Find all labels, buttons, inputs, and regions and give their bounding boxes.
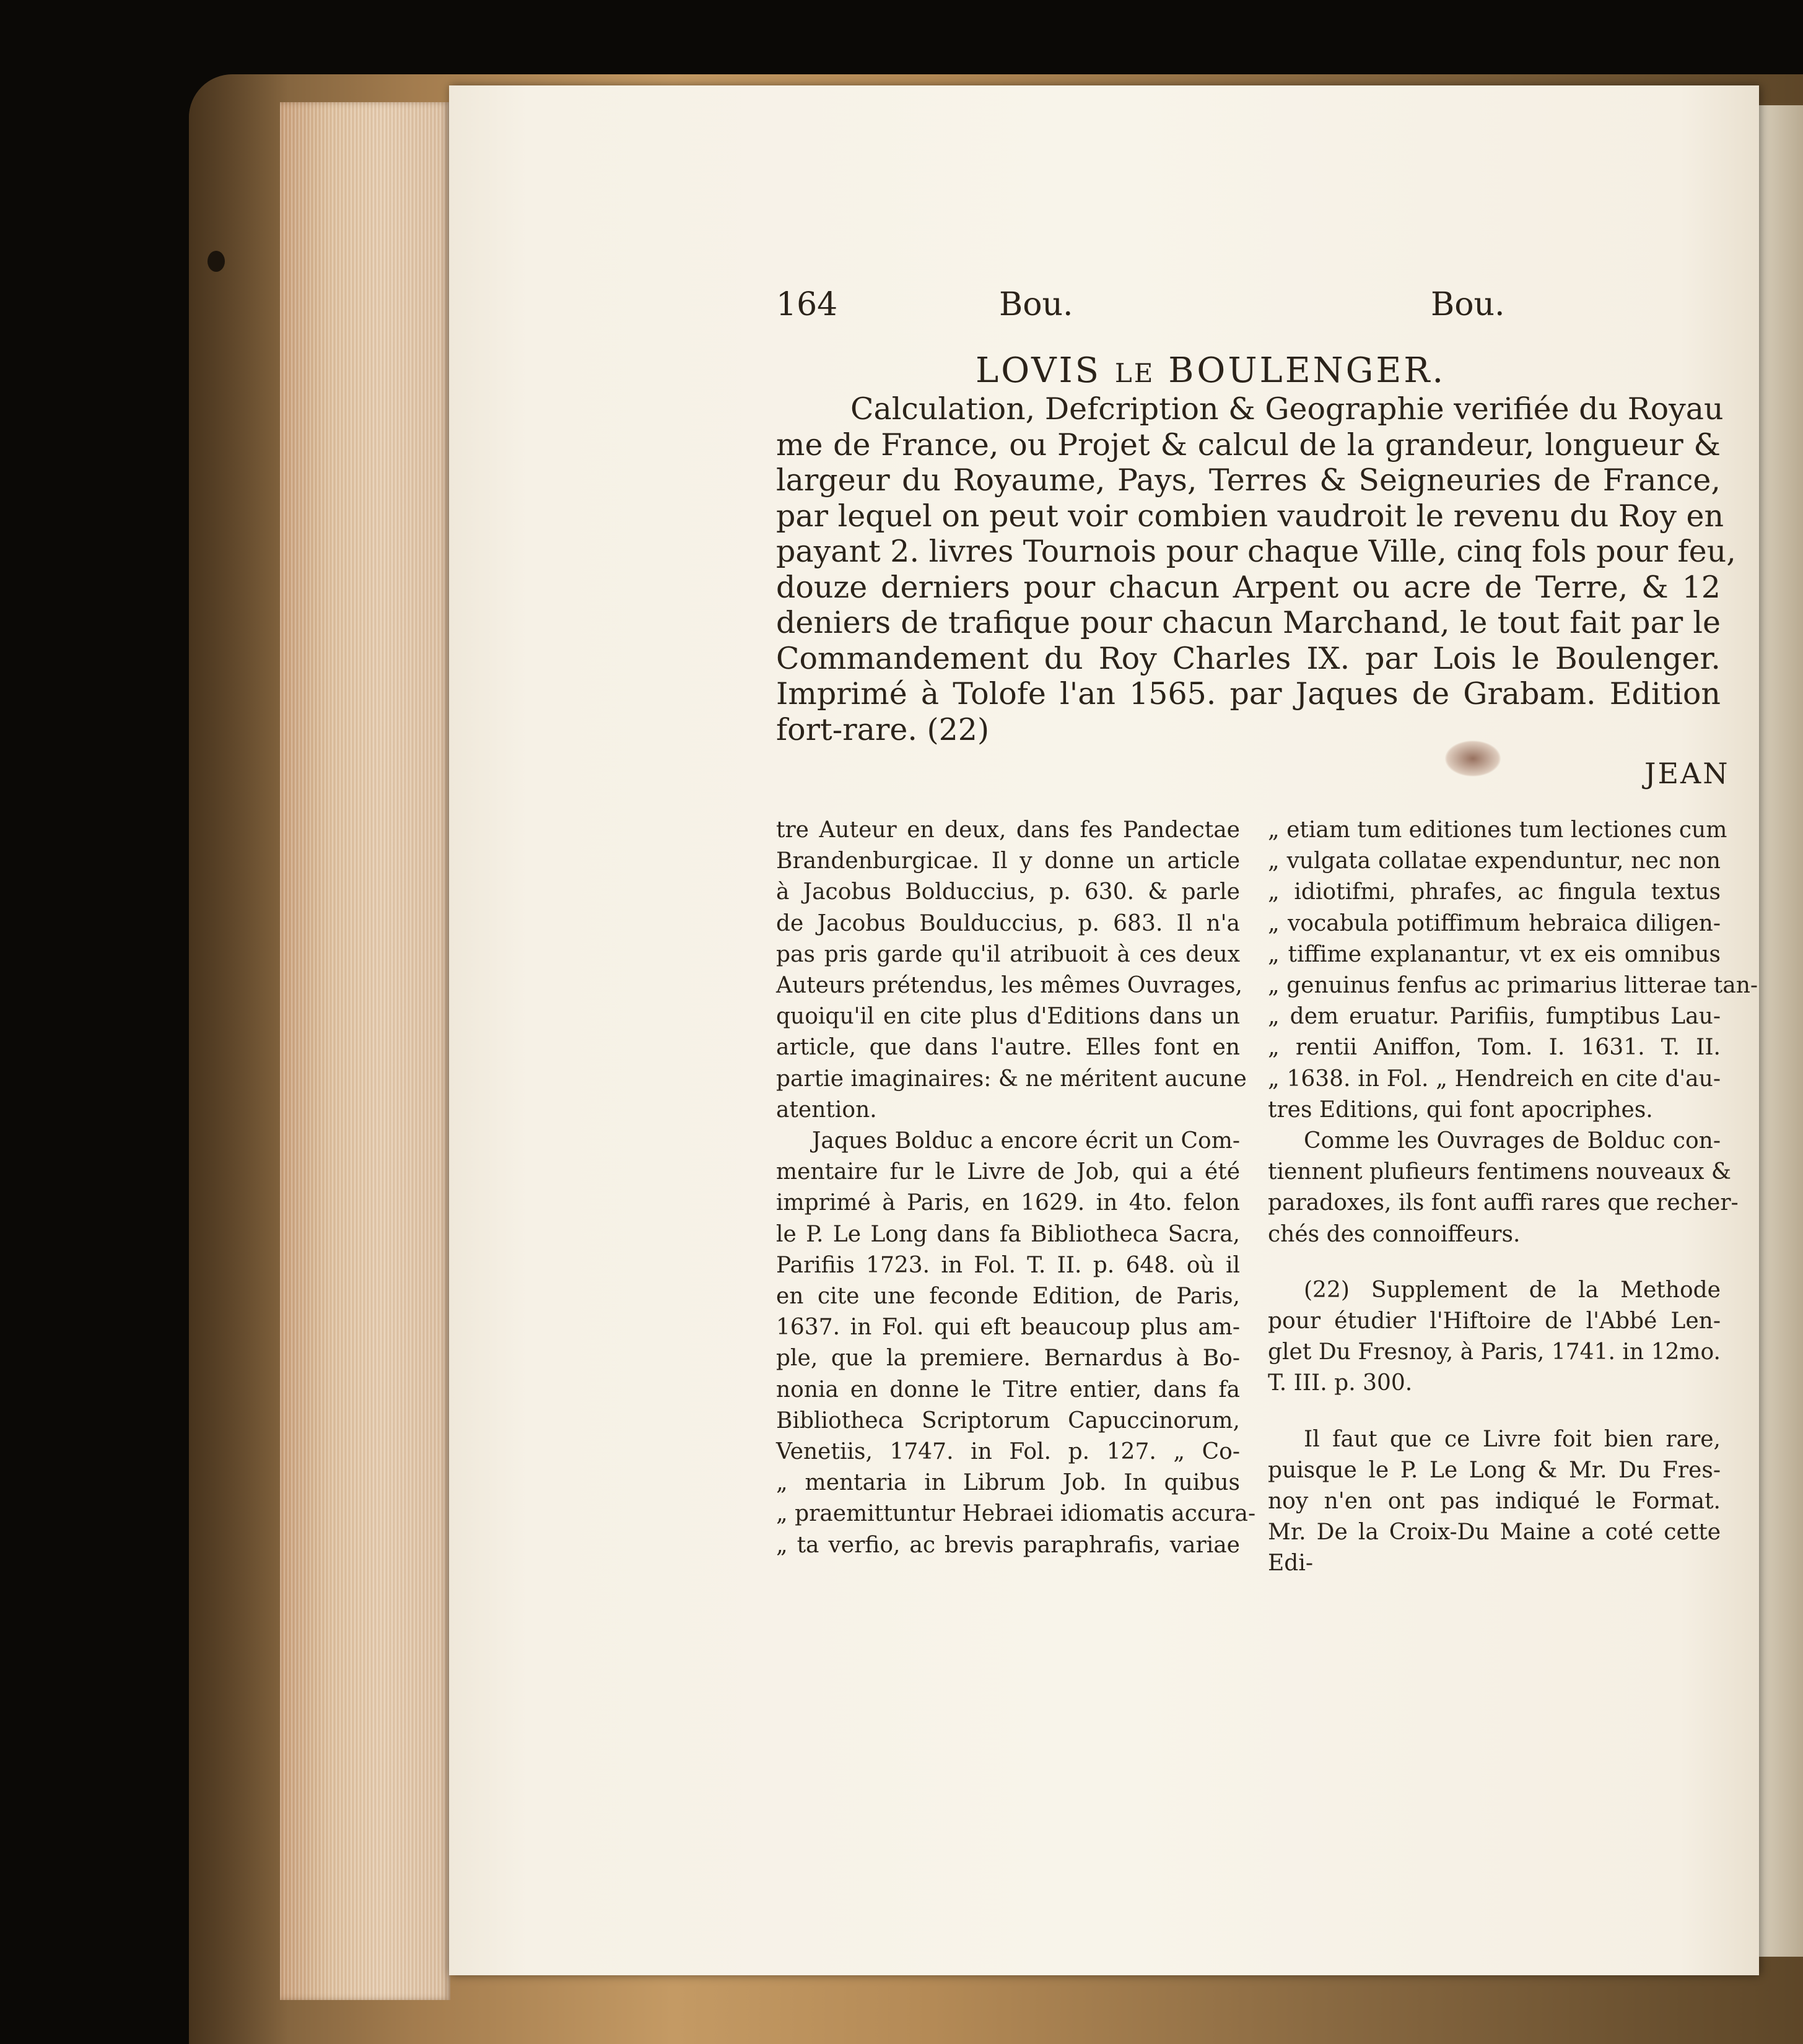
text-line: tre Auteur en deux, dans fes Pandectae bbox=[776, 817, 1240, 843]
page-number: 164 bbox=[776, 286, 838, 323]
footnote-line: (22) Supplement de la Methode bbox=[1304, 1277, 1721, 1303]
paragraph-gap bbox=[1268, 1250, 1721, 1275]
title-surname: BOULENGER. bbox=[1168, 350, 1446, 391]
text-line: 1637. in Fol. qui eft beaucoup plus am- bbox=[776, 1315, 1240, 1341]
text-line: de Jacobus Boulduccius, p. 683. Il n'a bbox=[776, 910, 1240, 936]
text-line: „ etiam tum editiones tum lectiones cum bbox=[1268, 817, 1727, 843]
text-line: article, que dans l'autre. Elles font en bbox=[776, 1035, 1240, 1061]
entry-title bbox=[976, 350, 1446, 391]
footnote-line: glet Du Fresnoy, à Paris, 1741. in 12mo. bbox=[1268, 1339, 1721, 1365]
entry-line: largeur du Royaume, Pays, Terres & Seigneuries de France, bbox=[776, 463, 1721, 498]
title-particle: LE bbox=[1114, 358, 1155, 388]
page-block-edges bbox=[280, 102, 450, 2000]
spine-shadow bbox=[189, 74, 288, 2044]
text-line: „ vocabula potiffimum hebraica diligen- bbox=[1268, 910, 1721, 936]
text-line: tres Editions, qui font apocriphes. bbox=[1268, 1097, 1653, 1123]
text-line: à Jacobus Bolduccius, p. 630. & parle bbox=[776, 879, 1240, 905]
text-line: quoiqu'il en cite plus d'Editions dans un bbox=[776, 1004, 1240, 1030]
footnote-line: T. III. p. 300. bbox=[1268, 1370, 1413, 1396]
text-line: pas pris garde qu'il atribuoit à ces deux bbox=[776, 941, 1240, 967]
footnote-line: Il faut que ce Livre foit bien rare, bbox=[1304, 1426, 1721, 1452]
text-line: Jaques Bolduc a encore écrit un Com- bbox=[812, 1128, 1240, 1154]
entry-line: me de France, ou Projet & calcul de la grandeur, longueur & bbox=[776, 427, 1721, 463]
paragraph-gap bbox=[1268, 1399, 1721, 1424]
text-line: „ rentii Aniffon, Tom. I. 1631. T. II. bbox=[1268, 1035, 1721, 1061]
text-line: „ ta verfio, ac brevis paraphrafis, variae bbox=[776, 1532, 1240, 1558]
footnote-line: Mr. De la Croix-Du Maine a coté cette bbox=[1268, 1520, 1721, 1546]
running-head-right: Bou. bbox=[1431, 286, 1505, 323]
text-line: „ mentaria in Librum Job. In quibus bbox=[776, 1470, 1240, 1496]
entry-line: douze derniers pour chacun Arpent ou acre de Terre, & 12 bbox=[776, 569, 1721, 605]
text-line: „ genuinus fenfus ac primarius litterae tan- bbox=[1268, 973, 1758, 999]
text-line: „ tiffime explanantur, vt ex eis omnibus bbox=[1268, 941, 1721, 967]
text-line: „ idiotifmi, phrafes, ac fingula textus bbox=[1268, 879, 1721, 905]
footnote-line: pour étudier l'Hiftoire de l'Abbé Len- bbox=[1268, 1308, 1721, 1334]
text-line: „ praemittuntur Hebraei idiomatis accura- bbox=[776, 1501, 1256, 1527]
text-line: le P. Le Long dans fa Bibliotheca Sacra, bbox=[776, 1221, 1240, 1247]
text-line: nonia en donne le Titre entier, dans fa bbox=[776, 1376, 1240, 1403]
text-line: paradoxes, ils font auffi rares que recher- bbox=[1268, 1190, 1739, 1216]
text-line: tiennent plufieurs fentimens nouveaux & bbox=[1268, 1159, 1731, 1185]
footnote-line: Edi- bbox=[1268, 1550, 1314, 1576]
text-line: chés des connoiffeurs. bbox=[1268, 1221, 1521, 1247]
entry-line: payant 2. livres Tournois pour chaque Ville, cinq fols pour feu, bbox=[776, 534, 1736, 569]
text-line: Auteurs prétendus, les mêmes Ouvrages, bbox=[776, 973, 1242, 999]
entry-description bbox=[776, 391, 1736, 747]
text-line: mentaire fur le Livre de Job, qui a été bbox=[776, 1159, 1240, 1185]
catchword: JEAN bbox=[1644, 757, 1730, 790]
text-line: atention. bbox=[776, 1097, 877, 1123]
facing-page-edge bbox=[1759, 105, 1803, 1957]
left-column bbox=[776, 815, 1256, 1561]
text-line: imprimé à Paris, en 1629. in 4to. felon bbox=[776, 1190, 1240, 1216]
text-line: Bibliotheca Scriptorum Capuccinorum, bbox=[776, 1407, 1240, 1433]
text-line: Brandenburgicae. Il y donne un article bbox=[776, 848, 1240, 874]
text-line: Venetiis, 1747. in Fol. p. 127. „ Co- bbox=[776, 1439, 1240, 1465]
entry-line: fort-rare. (22) bbox=[776, 711, 990, 747]
footnote-line: puisque le P. Le Long & Mr. Du Fres- bbox=[1268, 1457, 1721, 1483]
text-line: ple, que la premiere. Bernardus à Bo- bbox=[776, 1346, 1240, 1372]
text-line: „ 1638. in Fol. „ Hendreich en cite d'au- bbox=[1268, 1066, 1721, 1092]
right-column bbox=[1268, 815, 1758, 1580]
running-head-left: Bou. bbox=[999, 286, 1073, 323]
text-line: Comme les Ouvrages de Bolduc con- bbox=[1304, 1128, 1721, 1154]
entry-line: Commandement du Roy Charles IX. par Lois le Boulenger. bbox=[776, 640, 1721, 676]
entry-line: deniers de trafique pour chacun Marchand, le tout fait par le bbox=[776, 605, 1721, 640]
entry-line: Calculation, Defcription & Geographie verifiée du Royau bbox=[850, 391, 1724, 427]
binding-nail bbox=[207, 251, 225, 272]
text-line: partie imaginaires: & ne méritent aucune bbox=[776, 1066, 1247, 1092]
text-line: en cite une feconde Edition, de Paris, bbox=[776, 1284, 1240, 1310]
text-line: „ dem eruatur. Parifiis, fumptibus Lau- bbox=[1268, 1004, 1721, 1030]
text-line: „ vulgata collatae expenduntur, nec non bbox=[1268, 848, 1721, 874]
title-first-name: LOVIS bbox=[976, 350, 1102, 391]
entry-line: Imprimé à Tolofe l'an 1565. par Jaques de Grabam. Edition bbox=[776, 676, 1721, 711]
footnote-line: noy n'en ont pas indiqué le Format. bbox=[1268, 1489, 1721, 1515]
text-line: Parifiis 1723. in Fol. T. II. p. 648. où il bbox=[776, 1252, 1240, 1278]
entry-line: par lequel on peut voir combien vaudroit le revenu du Roy en bbox=[776, 498, 1724, 534]
